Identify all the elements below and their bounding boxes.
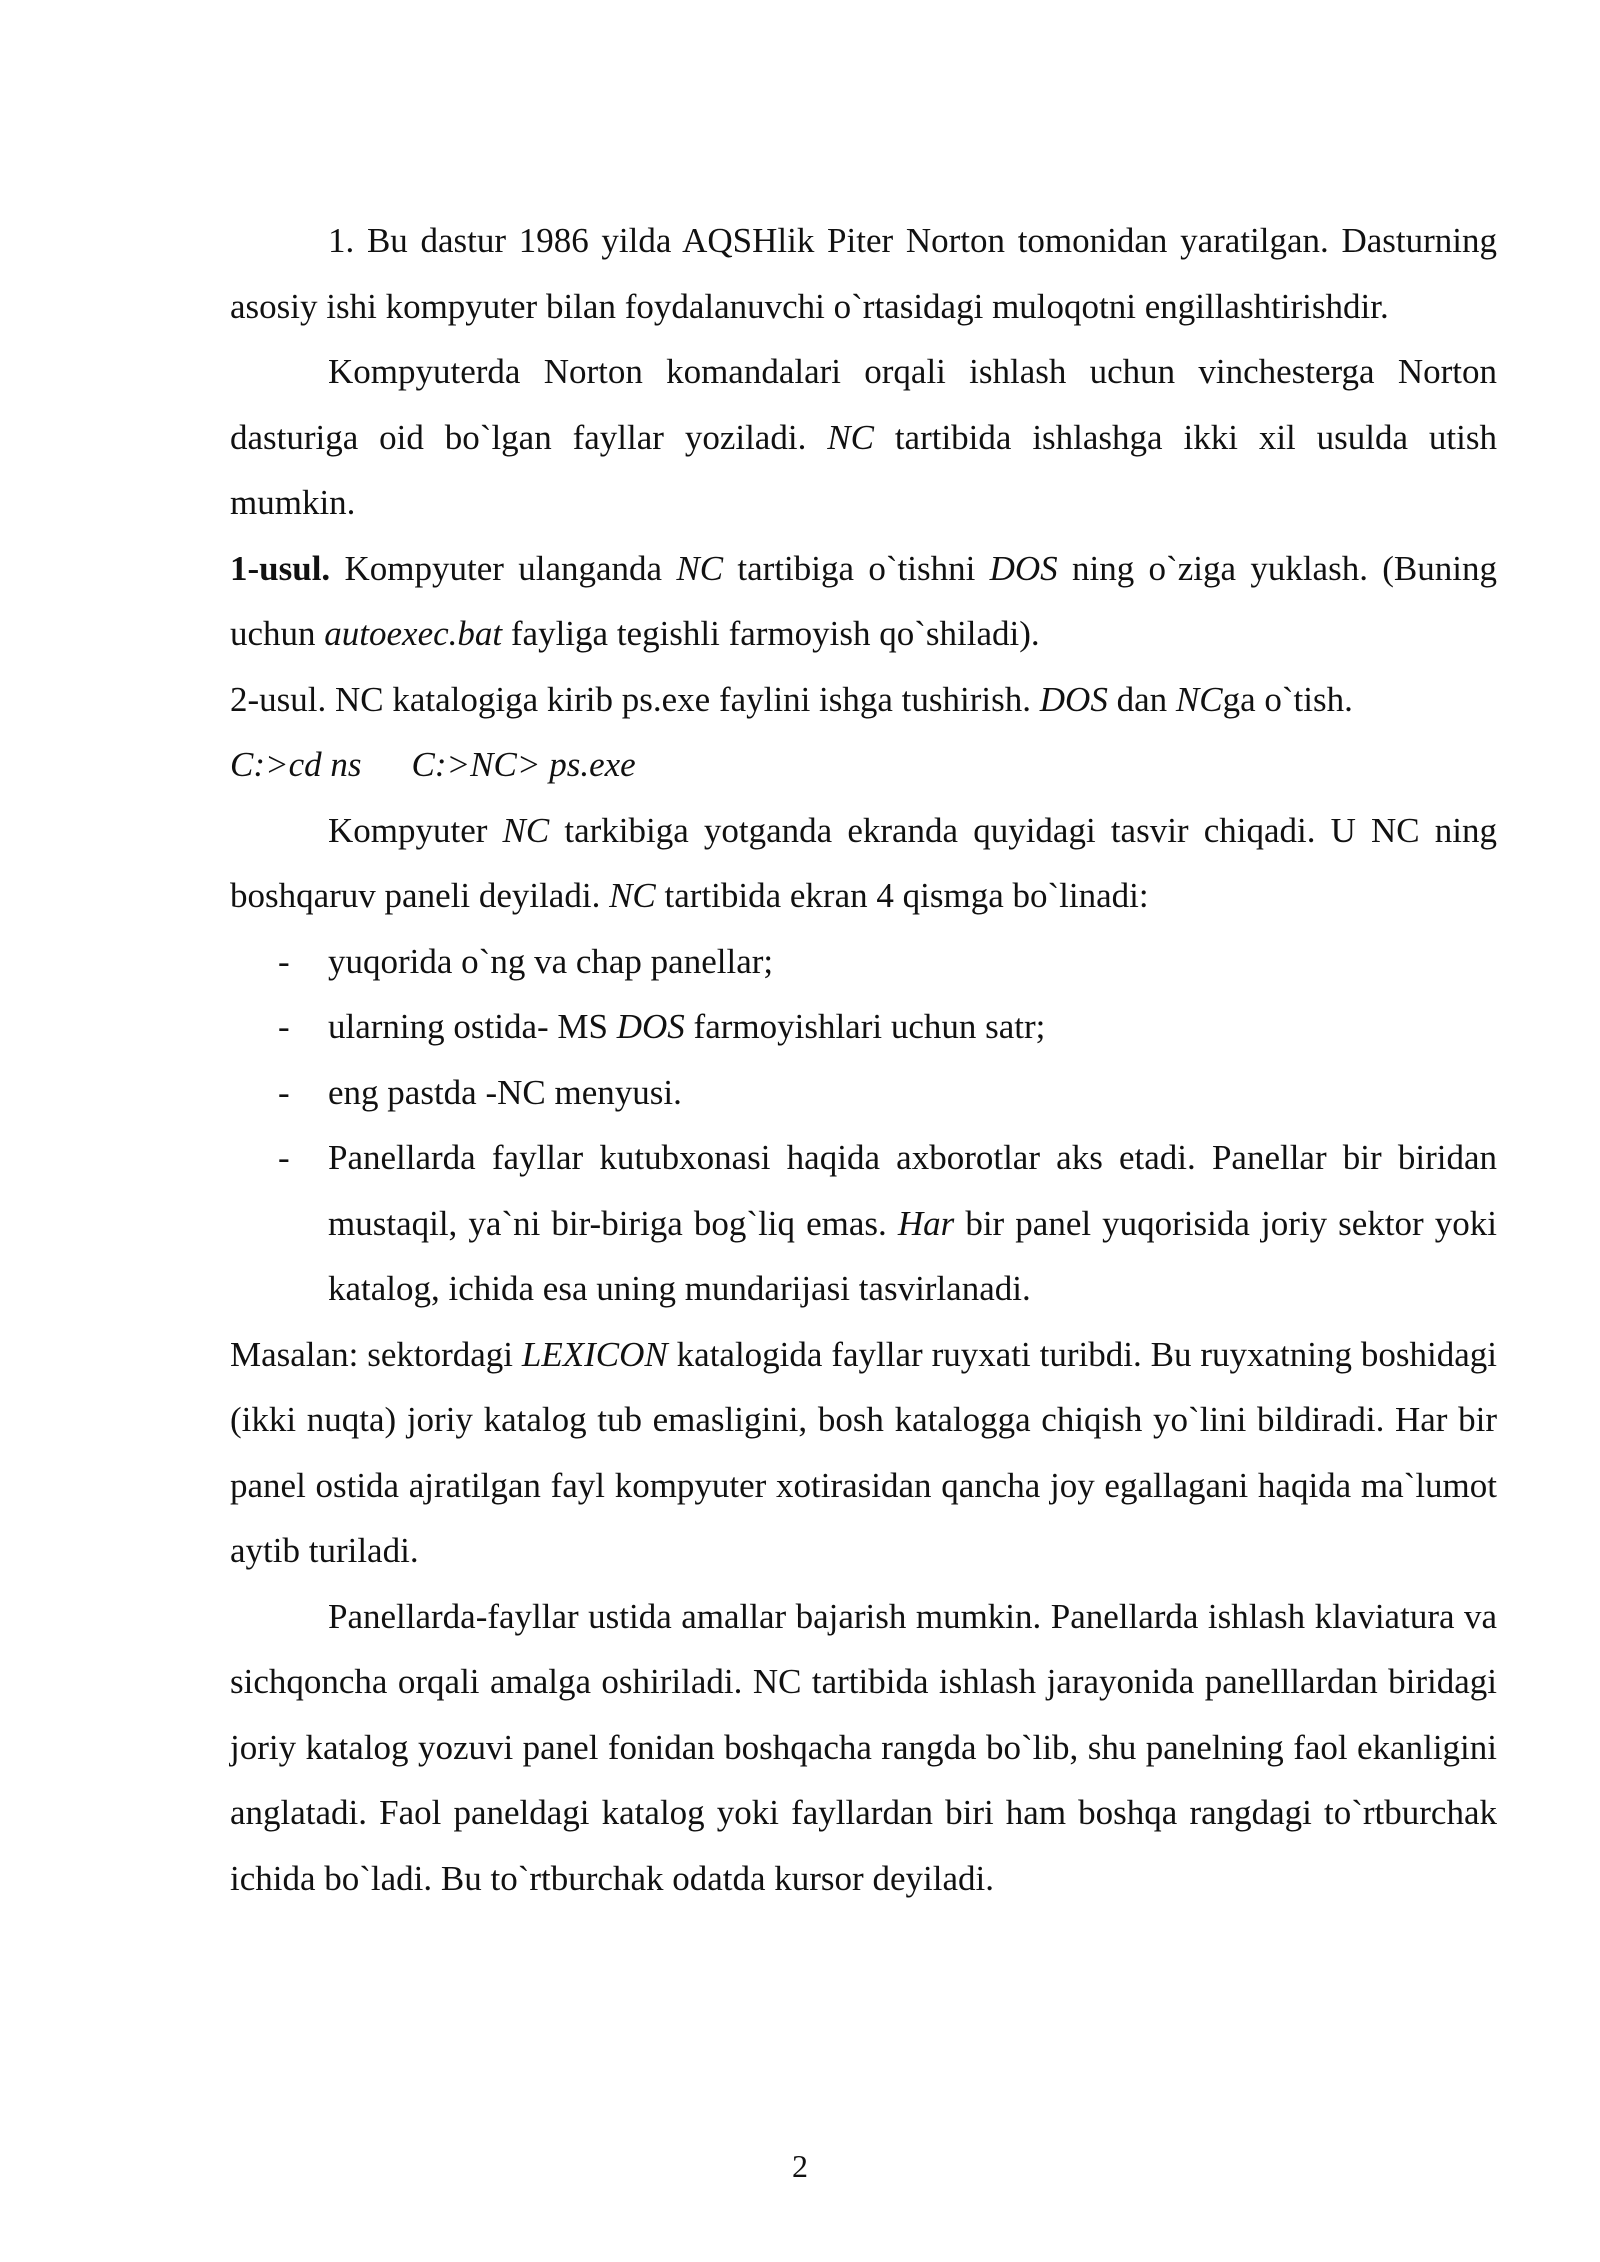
italic-term: NC <box>676 548 724 588</box>
italic-term: NC <box>827 417 874 457</box>
text-run: tarkibiga yotganda ekranda quyidagi tasvir chiqadi. U NC ning boshqaruv paneli deyiladi. <box>230 810 1497 915</box>
text-run: fayliga tegishli farmoyish qo`shiladi). <box>502 614 1040 653</box>
text-run: Masalan: sektordagi <box>230 1334 522 1374</box>
italic-term: LEXICON <box>521 1334 668 1374</box>
dash-bullet: - <box>278 1072 290 1112</box>
text-run: Kompyuter <box>328 810 503 850</box>
list-item-text: ularning ostida- MS <box>328 1007 617 1046</box>
page-number: 2 <box>792 2148 808 2184</box>
list-item-text: bir panel yuqorisida joriy sektor yoki katalog, ichida esa uning mundarijasi tasvirlanadi. <box>328 1203 1497 1308</box>
italic-term: DOS <box>989 548 1058 588</box>
text-run: tartibiga o`tishni <box>723 548 990 588</box>
italic-term: DOS <box>616 1007 685 1046</box>
dash-bullet: - <box>278 1007 290 1046</box>
text-run: Kompyuterda Norton komandalari orqali ishlash uchun vinchesterga Norton dasturiga oid bo`lgan fayllar yoziladi. <box>230 352 1497 457</box>
paragraph-intro: 1. Bu dastur 1986 yilda AQSHlik Piter Norton tomonidan yaratilgan. Dasturning asosiy ishi kompyuter bilan foydalanuvchi o`rtasidagi muloqotni engillashtirishdir. <box>230 221 1497 326</box>
dash-bullet: - <box>278 941 290 981</box>
italic-term: NC <box>1175 679 1223 719</box>
list-item-text: yuqorida o`ng va chap panellar; <box>328 941 774 981</box>
text-run: tartibida ishlashga ikki xil usulda utish mumkin. <box>230 417 1497 522</box>
text-run: ga o`tish. <box>1222 679 1353 719</box>
text-run: tartibida ekran 4 qismga bo`linadi: <box>655 876 1149 915</box>
paragraph-example-lexicon <box>230 1322 1497 1584</box>
list-item <box>230 1060 1497 1126</box>
paragraph-panel-actions: Panellarda-fayllar ustida amallar bajarish mumkin. Panellarda ishlash klaviatura va sichqoncha orqali amalga oshiriladi. NC tartibida ishlash jarayonida panelllardan biridagi joriy katalog yozuvi panel fonidan boshqacha rangda bo`lib, shu panelning faol ekanligini anglatadi. Faol paneldagi katalog yoki fayllardan biri ham boshqa rangdagi to`rtburchak ichida bo`ladi. Bu to`rtburchak odatda kursor deyiladi. <box>230 1596 1497 1898</box>
list-item <box>230 929 1497 995</box>
list-item-text: Panellarda fayllar kutubxonasi haqida axborotlar aks etadi. Panellar bir biridan mustaqil, ya`ni bir-biriga bog`liq emas. <box>328 1138 1497 1243</box>
text-run: ning o`ziga yuklash. (Buning uchun <box>230 548 1497 653</box>
list-item-text: farmoyishlari uchun satr; <box>684 1007 1046 1046</box>
paragraph-control-panel <box>230 798 1497 929</box>
document-body <box>230 208 1497 1911</box>
italic-filename: autoexec.bat <box>324 614 503 653</box>
paragraph-norton-files <box>230 339 1497 536</box>
command-2: C:>NC> ps.exe <box>411 745 636 784</box>
screen-parts-list <box>230 929 1497 1322</box>
italic-term: DOS <box>1039 679 1108 719</box>
italic-term: NC <box>502 810 550 850</box>
list-item <box>230 1125 1497 1322</box>
command-1: C:>cd ns <box>230 745 362 784</box>
method-label: 1-usul. <box>230 548 331 588</box>
text-run: dan <box>1107 679 1176 719</box>
command-line-example <box>230 732 1497 798</box>
list-item-text: eng pastda -NC menyusi. <box>328 1072 682 1112</box>
paragraph-method-1 <box>230 536 1497 667</box>
dash-bullet: - <box>278 1138 290 1177</box>
text-run: Kompyuter ulanganda <box>330 548 677 588</box>
text-run: katalogida fayllar ruyxati turibdi. Bu ruyxatning boshidagi (ikki nuqta) joriy katalog tub emasligini, bosh katalogga chiqish yo`lini bildiradi. Har bir panel ostida ajratilgan fayl kompyuter xotirasidan qancha joy egallagani haqida ma`lumot aytib turiladi. <box>230 1334 1497 1570</box>
italic-term: NC <box>609 876 656 915</box>
italic-term: Har <box>897 1203 955 1243</box>
list-item <box>230 994 1497 1060</box>
text-run: 2-usul. NC katalogiga kirib ps.exe faylini ishga tushirish. <box>230 679 1040 719</box>
paragraph-method-2 <box>230 667 1497 733</box>
